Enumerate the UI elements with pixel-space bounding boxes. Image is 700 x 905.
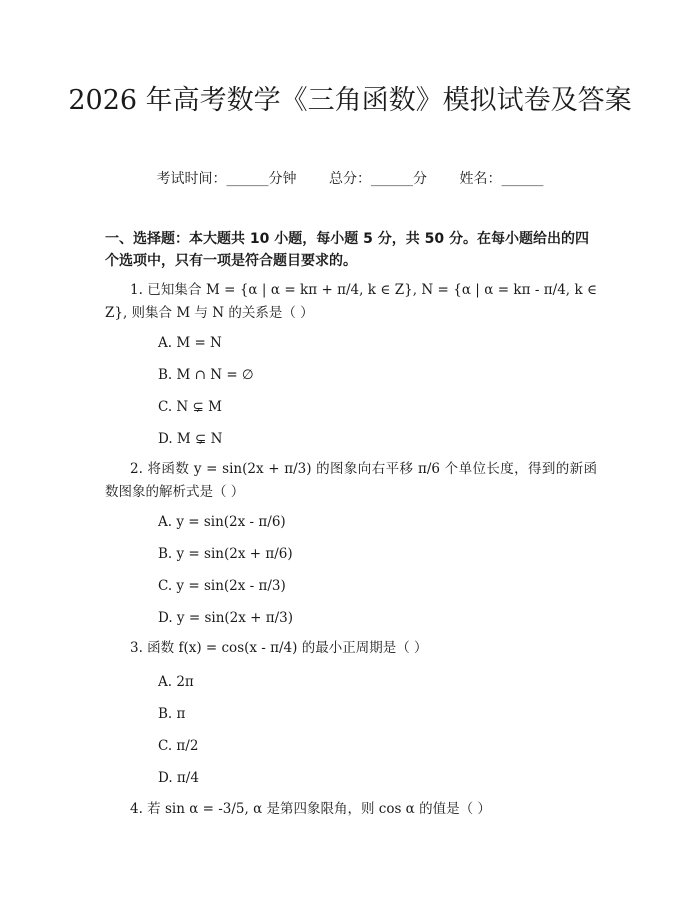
question-1-option-a[interactable]: A. M = N [158,335,222,351]
question-2-option-a[interactable]: A. y = sin(2x - π/6) [158,514,286,530]
page-title: 2026 年高考数学《三角函数》模拟试卷及答案 [68,85,632,116]
exam-name-field: 姓名：______ [459,171,544,187]
question-3-option-c[interactable]: C. π/2 [158,738,199,754]
question-3-option-b[interactable]: B. π [158,706,186,722]
question-2-option-b[interactable]: B. y = sin(2x + π/6) [158,546,293,562]
question-4-text: 4. 若 sin α = -3/5, α 是第四象限角，则 cos α 的值是（ ） [130,801,491,817]
question-3-option-a[interactable]: A. 2π [158,674,194,690]
question-1-option-c[interactable]: C. N ⊊ M [158,399,222,415]
question-1-option-d[interactable]: D. M ⊊ N [158,431,223,447]
question-2-option-d[interactable]: D. y = sin(2x + π/3) [158,610,294,626]
question-2-text: 2. 将函数 y = sin(2x + π/3) 的图象向右平移 π/6 个单位长度，得到的新函数图象的解析式是（ ） [105,461,597,500]
section-heading: 一、选择题：本大题共 10 小题，每小题 5 分，共 50 分。在每小题给出的四个选项中，只有一项是符合题目要求的。 [105,231,589,269]
exam-time-field: 考试时间：______分钟 [156,171,297,187]
exam-info [0,168,700,188]
question-1-text: 1. 已知集合 M = {α | α = kπ + π/4, k ∈ Z}, N = {α | α = kπ - π/4, k ∈ Z}, 则集合 M 与 N 的关系是（ ） [105,282,597,321]
question-2-option-c[interactable]: C. y = sin(2x - π/3) [158,578,286,594]
question-3-option-d[interactable]: D. π/4 [158,770,199,786]
question-1-option-b[interactable]: B. M ∩ N = ∅ [158,367,254,383]
question-3-text: 3. 函数 f(x) = cos(x - π/4) 的最小正周期是（ ） [130,640,428,656]
exam-score-field: 总分：______分 [329,171,427,187]
